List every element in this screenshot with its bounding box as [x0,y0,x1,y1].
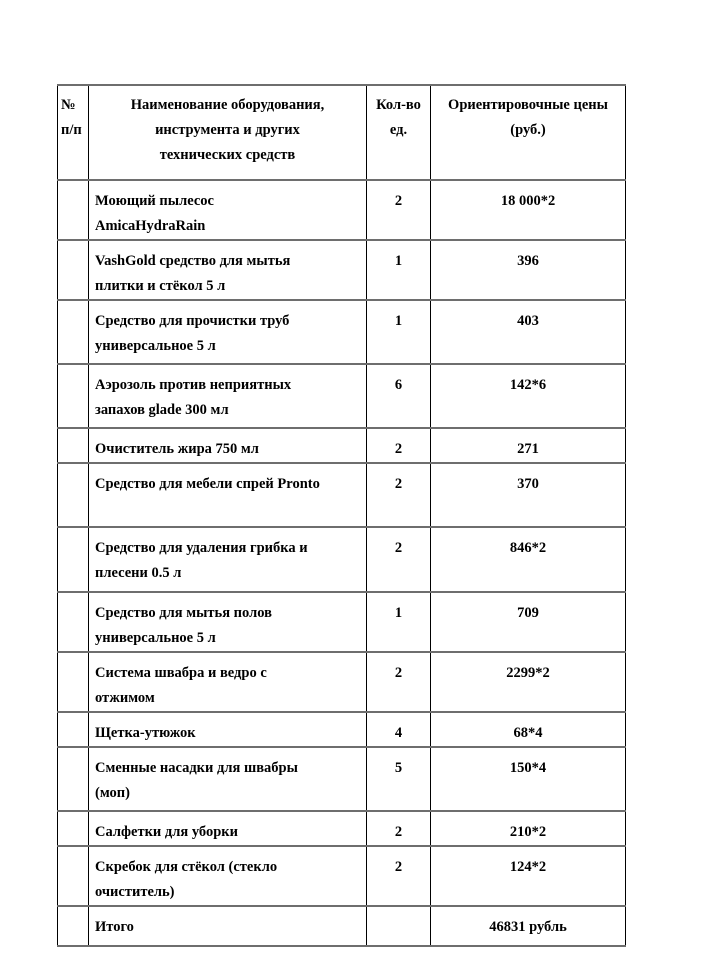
table-row [58,240,626,300]
row-price-cell: 2299*2 [431,652,626,712]
row-price-cell: 210*2 [431,811,626,846]
row-name-line1: Моющий пылесос [95,193,214,209]
row-price-cell: 142*6 [431,364,626,428]
row-number-cell [58,180,89,240]
row-name-cell [89,527,367,592]
row-price-cell: 271 [431,428,626,463]
row-name-line1: Аэрозоль против неприятных [95,377,292,393]
header-cell-number [58,85,89,180]
row-name-line2: запахов glade 300 мл [95,401,229,418]
row-quantity-cell: 2 [367,846,431,906]
header-cell-price [431,85,626,180]
row-quantity-cell: 1 [367,240,431,300]
row-quantity-cell: 6 [367,364,431,428]
row-number-cell [58,846,89,906]
equipment-table [57,84,626,947]
row-name-cell [89,846,367,906]
row-quantity-cell: 2 [367,811,431,846]
row-name-line1: Очиститель жира 750 мл [95,441,259,457]
row-name-cell [89,652,367,712]
row-name-cell [89,592,367,652]
table-body [58,180,626,946]
row-name-cell [89,240,367,300]
row-name-line2: универсальное 5 л [95,337,216,354]
header-row [58,85,626,180]
row-number-cell [58,811,89,846]
equipment-table-container [57,84,625,947]
total-price-cell: 46831 рубль [431,906,626,946]
header-quantity-line2: ед. [389,121,408,138]
row-name-line1: Сменные насадки для швабры [95,759,298,776]
table-row [58,811,626,846]
table-total-row [58,906,626,946]
row-number-cell [58,364,89,428]
row-quantity-cell: 2 [367,463,431,527]
row-price-cell: 150*4 [431,747,626,811]
total-quantity-cell [367,906,431,946]
table-row [58,300,626,364]
table-row [58,463,626,527]
row-name-cell [89,180,367,240]
row-name-line1: Средство для удаления грибка и [95,539,308,556]
row-name-line1: Средство для прочистки труб [95,313,290,329]
header-name-line3: технических средств [159,146,296,163]
row-price-cell: 846*2 [431,527,626,592]
row-quantity-cell: 2 [367,527,431,592]
table-row [58,712,626,747]
table-row [58,180,626,240]
header-name-line1: Наименование оборудования, [130,97,325,113]
row-name-cell [89,811,367,846]
header-number-line1: № [61,97,76,113]
table-row [58,846,626,906]
header-price-line2: (руб.) [510,121,546,138]
row-price-cell: 18 000*2 [431,180,626,240]
row-quantity-cell: 4 [367,712,431,747]
row-number-cell [58,747,89,811]
row-name-line1: Салфетки для уборки [95,823,238,840]
header-quantity-line1: Кол-во [376,97,421,113]
row-name-line1: Система швабра и ведро с [95,664,267,681]
row-number-cell [58,592,89,652]
row-number-cell [58,240,89,300]
row-quantity-cell: 2 [367,428,431,463]
table-header [58,85,626,180]
header-price-line1: Ориентировочные цены [448,97,608,113]
row-number-cell [58,712,89,747]
row-price-cell: 370 [431,463,626,527]
row-number-cell [58,300,89,364]
row-name-line1: Средство для мебели спрей Pronto [95,475,320,492]
total-number-cell [58,906,89,946]
row-name-line1: Щетка-утюжок [95,724,196,741]
row-quantity-cell: 1 [367,300,431,364]
row-name-line1: VashGold средство для мытья [95,253,291,269]
row-name-cell [89,463,367,527]
row-price-cell: 403 [431,300,626,364]
row-name-line2: AmicaHydraRain [95,217,206,234]
row-name-line1: Средство для мытья полов [95,604,272,621]
row-number-cell [58,527,89,592]
total-label-cell [89,906,367,946]
row-name-line2: плитки и стёкол 5 л [95,277,226,294]
row-price-cell: 396 [431,240,626,300]
table-row [58,364,626,428]
row-price-cell: 68*4 [431,712,626,747]
header-cell-name [89,85,367,180]
row-name-cell [89,300,367,364]
row-number-cell [58,428,89,463]
row-name-line2: плесени 0.5 л [95,564,182,581]
header-name-line2: инструмента и других [155,121,300,138]
row-quantity-cell: 2 [367,652,431,712]
row-name-cell [89,712,367,747]
row-name-cell [89,364,367,428]
row-name-line2: очиститель) [95,883,175,900]
row-name-line2: отжимом [95,689,155,706]
row-quantity-cell: 1 [367,592,431,652]
row-quantity-cell: 5 [367,747,431,811]
table-row [58,747,626,811]
header-number-line2: п/п [61,121,82,138]
table-row [58,592,626,652]
total-label: Итого [95,918,134,935]
table-row [58,428,626,463]
table-row [58,652,626,712]
row-price-cell: 709 [431,592,626,652]
row-name-line1: Скребок для стёкол (стекло [95,858,278,875]
row-name-cell [89,428,367,463]
row-number-cell [58,652,89,712]
header-cell-quantity [367,85,431,180]
row-name-line2: универсальное 5 л [95,629,216,646]
row-quantity-cell: 2 [367,180,431,240]
row-name-line2: (моп) [95,784,130,801]
row-name-cell [89,747,367,811]
row-number-cell [58,463,89,527]
table-row [58,527,626,592]
row-price-cell: 124*2 [431,846,626,906]
